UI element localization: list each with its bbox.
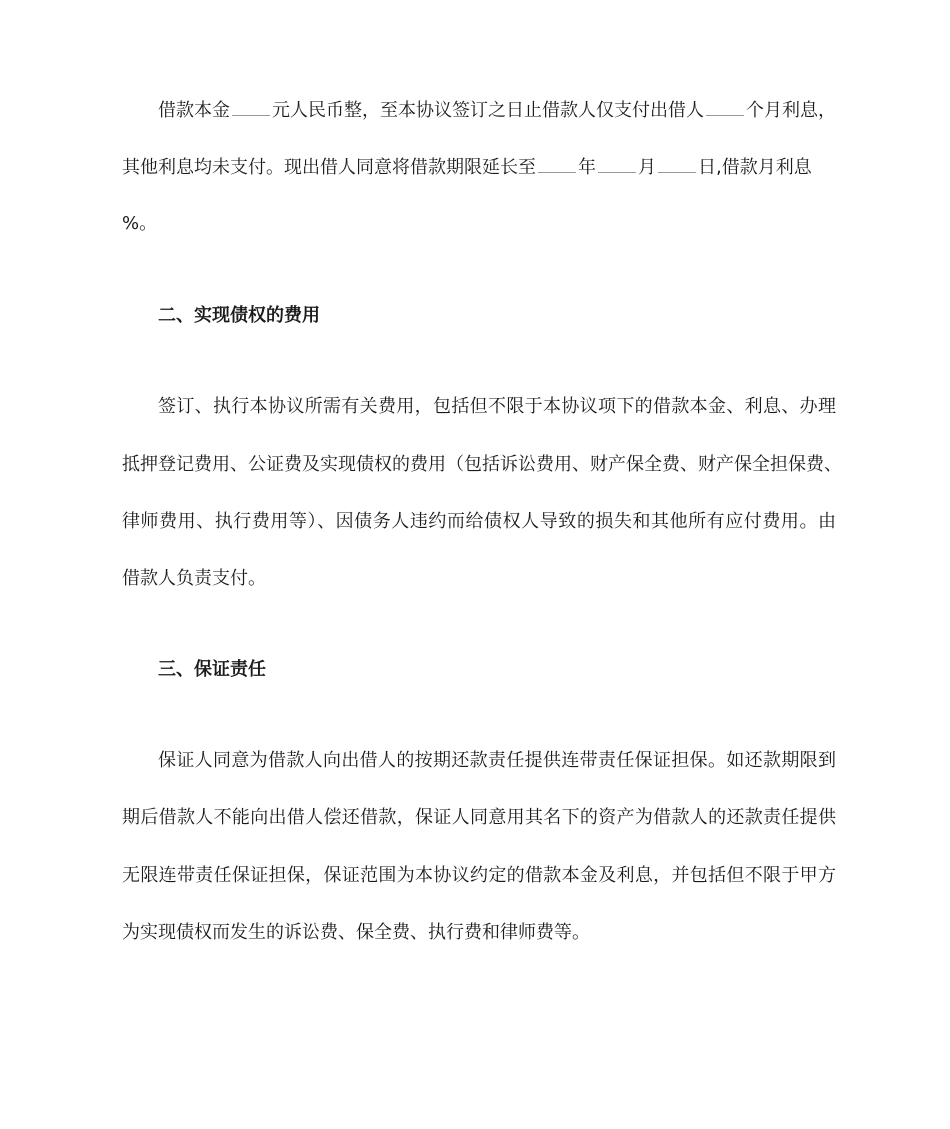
paragraph-line: 抵押登记费用、公证费及实现债权的费用（包括诉讼费用、财产保全费、财产保全担保费、 <box>122 454 842 475</box>
blank-field <box>538 154 576 173</box>
text-segment: 月 <box>638 157 656 178</box>
paragraph-line: 无限连带责任保证担保，保证范围为本协议约定的借款本金及利息，并包括但不限于甲方 <box>122 865 836 886</box>
paragraph-line: %。 <box>122 213 158 234</box>
paragraph-line: 借款人负责支付。 <box>122 568 266 589</box>
blank-field <box>658 154 696 173</box>
text-segment: 年 <box>578 157 596 178</box>
text-segment: 日,借款月利息 <box>698 157 812 178</box>
blank-field <box>706 97 744 116</box>
text-segment: 个月利息， <box>746 100 836 121</box>
paragraph-line: 为实现债权而发生的诉讼费、保全费、执行费和律师费等。 <box>122 922 590 943</box>
blank-field <box>232 97 270 116</box>
section-heading: 三、保证责任 <box>158 659 266 680</box>
text-segment: 借款本金 <box>158 100 230 121</box>
text-segment: 其他利息均未支付。现出借人同意将借款期限延长至 <box>122 157 536 178</box>
paragraph-line <box>158 97 836 123</box>
section-heading: 二、实现债权的费用 <box>158 305 320 326</box>
paragraph-line: 保证人同意为借款人向出借人的按期还款责任提供连带责任保证担保。如还款期限到 <box>158 750 836 771</box>
blank-field <box>598 154 636 173</box>
text-segment: 元人民币整，至本协议签订之日止借款人仅支付出借人 <box>272 100 704 121</box>
paragraph-line: 律师费用、执行费用等）、因债务人违约而给债权人导致的损失和其他所有应付费用。由 <box>122 511 836 532</box>
paragraph-line: 期后借款人不能向出借人偿还借款，保证人同意用其名下的资产为借款人的还款责任提供 <box>122 807 836 828</box>
paragraph-line <box>122 154 812 180</box>
paragraph-line: 签订、执行本协议所需有关费用，包括但不限于本协议项下的借款本金、利息、办理 <box>158 396 836 417</box>
